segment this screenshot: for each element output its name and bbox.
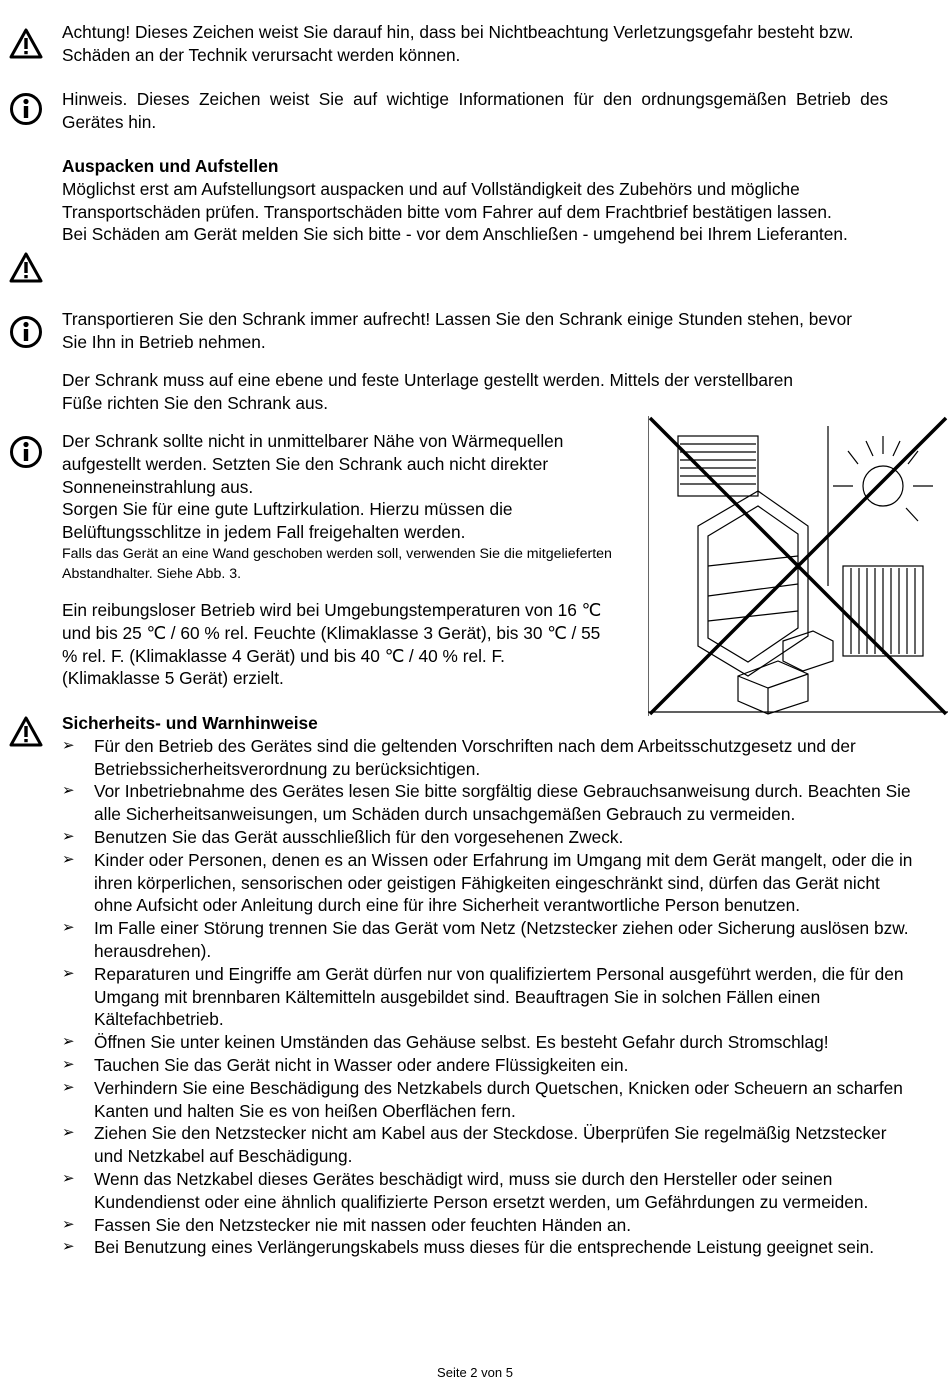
unpacking-para4-block <box>62 369 822 415</box>
safety-item <box>62 735 918 781</box>
bullet-arrow-icon: ➢ <box>62 1169 75 1187</box>
safety-list <box>62 735 918 1259</box>
safety-item-text: Bei Benutzung eines Verlängerungskabels muss dieses für die entsprechende Leistung geeignet sein. <box>94 1237 875 1258</box>
unpacking-para2: Bei Schäden am Gerät melden Sie sich bitte - vor dem Anschließen - umgehend bei Ihrem Lieferanten. <box>62 224 848 245</box>
safety-item-text: Kinder oder Personen, denen es an Wissen oder Erfahrung im Umgang mit dem Gerät mangelt, oder die in ihren körperlichen, sensorischen oder geistigen Fähigkeiten eingeschränkt sind, dürfen das Gerät nicht ohne Aufsicht oder Anleitung durch eine für ihre Sicherheit verantwortliche Person benutzen. <box>94 849 913 916</box>
safety-item <box>62 1168 918 1214</box>
intro-info-text: Hinweis. Dieses Zeichen weist Sie auf wichtige Informationen für den ordnungsgemäßen Betrieb des Gerätes hin. <box>62 89 888 132</box>
safety-item <box>62 917 918 963</box>
bullet-arrow-icon: ➢ <box>62 1238 75 1256</box>
safety-item-text: Vor Inbetriebnahme des Gerätes lesen Sie bitte sorgfältig diese Gebrauchsanweisung durch. Beachten Sie alle Sicherheitsanweisungen, um Schäden durch unsachgemäßen Gebrauch zu vermeiden. <box>94 781 911 825</box>
unpacking-para3: Transportieren Sie den Schrank immer aufrecht! Lassen Sie den Schrank einige Stunden stehen, bevor Sie Ihn in Betrieb nehmen. <box>62 309 852 352</box>
safety-item <box>62 1054 918 1077</box>
bullet-arrow-icon: ➢ <box>62 1033 75 1051</box>
safety-item <box>62 1236 918 1259</box>
safety-item-text: Öffnen Sie unter keinen Umständen das Gehäuse selbst. Es besteht Gefahr durch Stromschlag! <box>94 1032 829 1053</box>
warning-triangle-icon <box>9 27 43 61</box>
unpacking-section <box>62 155 882 246</box>
intro-warning-text: Achtung! Dieses Zeichen weist Sie darauf hin, dass bei Nichtbeachtung Verletzungsgefahr besteht bzw. Schäden an der Technik verursacht werden können. <box>62 22 854 65</box>
safety-item-text: Reparaturen und Eingriffe am Gerät dürfen nur von qualifiziertem Personal ausgeführt werden, die für den Umgang mit brennbaren Kältemitteln ausgebildet sind. Beauftragen Sie in solchen Fällen einen Kältefachbetrieb. <box>94 963 904 1030</box>
safety-item-text: Im Falle einer Störung trennen Sie das Gerät vom Netz (Netzstecker ziehen oder Sicherung auslösen bzw. herausdrehen). <box>94 918 909 961</box>
unpacking-para5: Der Schrank sollte nicht in unmittelbarer Nähe von Wärmequellen aufgestellt werden. Setzten Sie den Schrank auch nicht direkter Sonneneinstrahlung aus. <box>62 431 564 497</box>
bullet-arrow-icon: ➢ <box>62 964 75 982</box>
safety-item <box>62 1122 918 1168</box>
safety-item-text: Fassen Sie den Netzstecker nie mit nassen oder feuchten Händen an. <box>94 1214 631 1235</box>
safety-item-text: Verhindern Sie eine Beschädigung des Netzkabels durch Quetschen, Knicken oder Scheuern an scharfen Kanten und halten Sie es von heißen Oberflächen fern. <box>94 1077 903 1121</box>
safety-item <box>62 1031 918 1054</box>
safety-item <box>62 780 918 826</box>
unpacking-para1: Möglichst erst am Aufstellungsort auspacken und auf Vollständigkeit des Zubehörs und mögliche Transportschäden prüfen. Transportschäden bitte vom Fahrer auf dem Frachtbrief bestätigen lassen. <box>62 178 832 222</box>
bullet-arrow-icon: ➢ <box>62 1055 75 1073</box>
safety-section <box>62 712 918 1259</box>
bullet-arrow-icon: ➢ <box>62 782 75 800</box>
warning-triangle-icon <box>9 715 43 749</box>
unpacking-para5-block <box>62 430 637 584</box>
placement-warning-illustration <box>648 416 948 716</box>
unpacking-para8-block <box>62 599 602 690</box>
unpacking-heading: Auspacken und Aufstellen <box>62 156 279 176</box>
info-circle-icon <box>9 315 43 349</box>
bullet-arrow-icon: ➢ <box>62 850 75 868</box>
safety-item-text: Tauchen Sie das Gerät nicht in Wasser oder andere Flüssigkeiten ein. <box>94 1054 629 1075</box>
safety-item-text: Ziehen Sie den Netzstecker nicht am Kabel aus der Steckdose. Überprüfen Sie regelmäßig Netzstecker und Netzkabel auf Beschädigung. <box>94 1123 887 1167</box>
bullet-arrow-icon: ➢ <box>62 1215 75 1233</box>
unpacking-para8: Ein reibungsloser Betrieb wird bei Umgebungstemperaturen von 16 ℃ und bis 25 ℃ / 60 % rel. Feuchte (Klimaklasse 3 Gerät), bis 30 ℃ / 55 % rel. F. (Klimaklasse 4 Gerät) und bis 40 ℃ / 40 % rel. F. (Klimaklasse 5 Gerät) erzielt. <box>62 600 602 689</box>
safety-item <box>62 1214 918 1237</box>
bullet-arrow-icon: ➢ <box>62 1078 75 1096</box>
warning-triangle-icon <box>9 251 43 285</box>
unpacking-para4: Der Schrank muss auf eine ebene und feste Unterlage gestellt werden. Mittels der verstellbaren Füße richten Sie den Schrank aus. <box>62 370 794 413</box>
page-number: Seite 2 von 5 <box>437 1365 513 1380</box>
safety-item-text: Benutzen Sie das Gerät ausschließlich für den vorgesehenen Zweck. <box>94 826 624 847</box>
safety-item <box>62 1077 918 1123</box>
bullet-arrow-icon: ➢ <box>62 827 75 845</box>
safety-item-text: Für den Betrieb des Gerätes sind die geltenden Vorschriften nach dem Arbeitsschutzgesetz und der Betriebssicherheitsverordnung zu berücksichtigen. <box>94 735 856 779</box>
bullet-arrow-icon: ➢ <box>62 736 75 754</box>
safety-item-text: Wenn das Netzkabel dieses Gerätes beschädigt wird, muss sie durch den Hersteller oder seinen Kundendienst oder eine ähnlich qualifizierte Person ersetzt werden, um Gefährdungen zu vermeiden. <box>94 1168 869 1212</box>
safety-heading: Sicherheits- und Warnhinweise <box>62 713 318 733</box>
unpacking-para7: Falls das Gerät an eine Wand geschoben werden soll, verwenden Sie die mitgelieferten Abstandhalter. Siehe Abb. 3. <box>62 545 612 582</box>
bullet-arrow-icon: ➢ <box>62 919 75 937</box>
unpacking-para6: Sorgen Sie für eine gute Luftzirkulation. Hierzu müssen die Belüftungsschlitze in jedem Fall freigehalten werden. <box>62 499 513 543</box>
safety-item <box>62 849 918 917</box>
info-circle-icon <box>9 92 43 126</box>
bullet-arrow-icon: ➢ <box>62 1124 75 1142</box>
info-circle-icon <box>9 435 43 469</box>
safety-item <box>62 963 918 1031</box>
unpacking-para3-block <box>62 308 862 354</box>
safety-item <box>62 826 918 849</box>
